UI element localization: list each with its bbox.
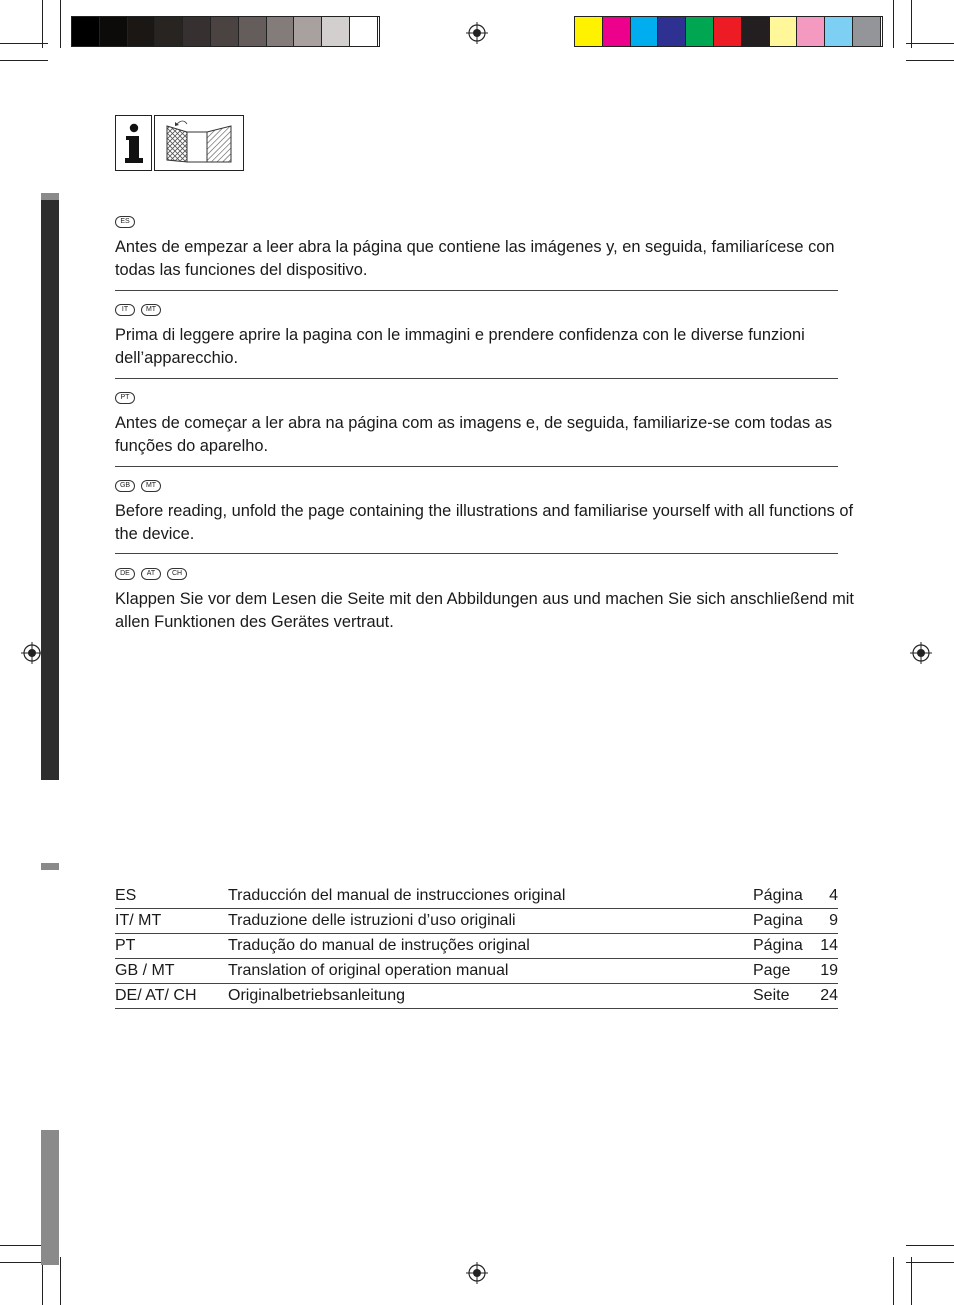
toc-language-code: GB / MT	[115, 962, 175, 979]
language-section-es	[115, 216, 865, 281]
color-swatch	[239, 17, 267, 46]
info-icon	[115, 115, 152, 171]
color-swatch	[100, 17, 128, 46]
side-tab-marker	[41, 863, 59, 870]
toc-page-word: Página	[753, 887, 803, 904]
color-swatch	[797, 17, 825, 46]
language-badge: PT	[115, 392, 135, 404]
grayscale-color-bar	[71, 16, 380, 47]
toc-page-word: Pagina	[753, 912, 803, 929]
toc-page-number: 9	[829, 912, 838, 929]
color-swatch	[267, 17, 295, 46]
language-badge: ES	[115, 216, 135, 228]
color-swatch	[322, 17, 350, 46]
divider	[115, 378, 838, 379]
toc-title: Traducción del manual de instrucciones original	[228, 887, 566, 904]
color-swatch	[350, 17, 378, 46]
toc-page-word: Page	[753, 962, 791, 979]
registration-mark-icon	[910, 642, 932, 664]
toc-language-code: IT/ MT	[115, 912, 162, 929]
toc-page-number: 19	[820, 962, 838, 979]
color-swatch	[155, 17, 183, 46]
toc-page-number: 14	[820, 937, 838, 954]
toc-title: Tradução do manual de instruções original	[228, 937, 530, 954]
color-swatch	[183, 17, 211, 46]
color-swatch	[658, 17, 686, 46]
divider	[115, 290, 838, 291]
language-section-de	[115, 568, 865, 633]
language-badge: MT	[141, 480, 161, 492]
color-swatch	[686, 17, 714, 46]
table-row[interactable]	[115, 909, 838, 934]
toc-title: Originalbetriebsanleitung	[228, 987, 405, 1004]
language-badge: GB	[115, 480, 135, 492]
color-swatch	[742, 17, 770, 46]
toc-title: Translation of original operation manual	[228, 962, 509, 979]
side-tab-bottom	[41, 1130, 59, 1265]
section-text: Prima di leggere aprire la pagina con le immagini e prendere confidenza con le diverse funzioni dell’apparecchio.	[115, 326, 805, 367]
divider	[115, 466, 838, 467]
side-tab-dark	[41, 200, 59, 780]
language-section-gb	[115, 480, 865, 545]
toc-page-number: 24	[820, 987, 838, 1004]
color-swatch	[825, 17, 853, 46]
toc-page-word: Página	[753, 937, 803, 954]
color-swatch	[575, 17, 603, 46]
toc-language-code: PT	[115, 937, 136, 954]
toc-page-number: 4	[829, 887, 838, 904]
table-row[interactable]	[115, 934, 838, 959]
color-swatch	[603, 17, 631, 46]
color-swatch	[631, 17, 659, 46]
toc-language-code: DE/ AT/ CH	[115, 987, 197, 1004]
fold-out-page-icon	[154, 115, 244, 171]
toc-language-code: ES	[115, 887, 137, 904]
registration-mark-icon	[466, 1262, 488, 1284]
section-text: Antes de começar a ler abra na página com as imagens e, de seguida, familiarize-se com todas as funções do aparelho.	[115, 414, 833, 455]
toc-title: Traduzione delle istruzioni d’uso originali	[228, 912, 516, 929]
table-row[interactable]	[115, 884, 838, 909]
section-text: Antes de empezar a leer abra la página que contiene las imágenes y, en seguida, familiarícese con todas las funciones del dispositivo.	[115, 238, 835, 279]
language-badge: AT	[141, 568, 161, 580]
language-section-it	[115, 304, 865, 369]
color-swatch	[211, 17, 239, 46]
language-badge: DE	[115, 568, 135, 580]
language-badge: IT	[115, 304, 135, 316]
registration-mark-icon	[466, 22, 488, 44]
language-badge: MT	[141, 304, 161, 316]
color-swatch	[72, 17, 100, 46]
registration-mark-icon	[21, 642, 43, 664]
color-swatch	[714, 17, 742, 46]
toc-page-word: Seite	[753, 987, 790, 1004]
divider	[115, 553, 838, 554]
process-color-bar	[574, 16, 883, 47]
color-swatch	[294, 17, 322, 46]
section-text: Before reading, unfold the page containing the illustrations and familiarise yourself with all functions of the device.	[115, 502, 854, 543]
table-row[interactable]	[115, 959, 838, 984]
color-swatch	[853, 17, 881, 46]
side-tab-cap	[41, 193, 59, 200]
table-of-contents	[115, 884, 838, 1009]
language-badge: CH	[167, 568, 187, 580]
color-swatch	[770, 17, 798, 46]
table-row[interactable]	[115, 984, 838, 1009]
language-section-pt	[115, 392, 865, 457]
color-swatch	[128, 17, 156, 46]
section-text: Klappen Sie vor dem Lesen die Seite mit den Abbildungen aus und machen Sie sich anschließend mit allen Funktionen des Gerätes vertraut.	[115, 590, 854, 631]
